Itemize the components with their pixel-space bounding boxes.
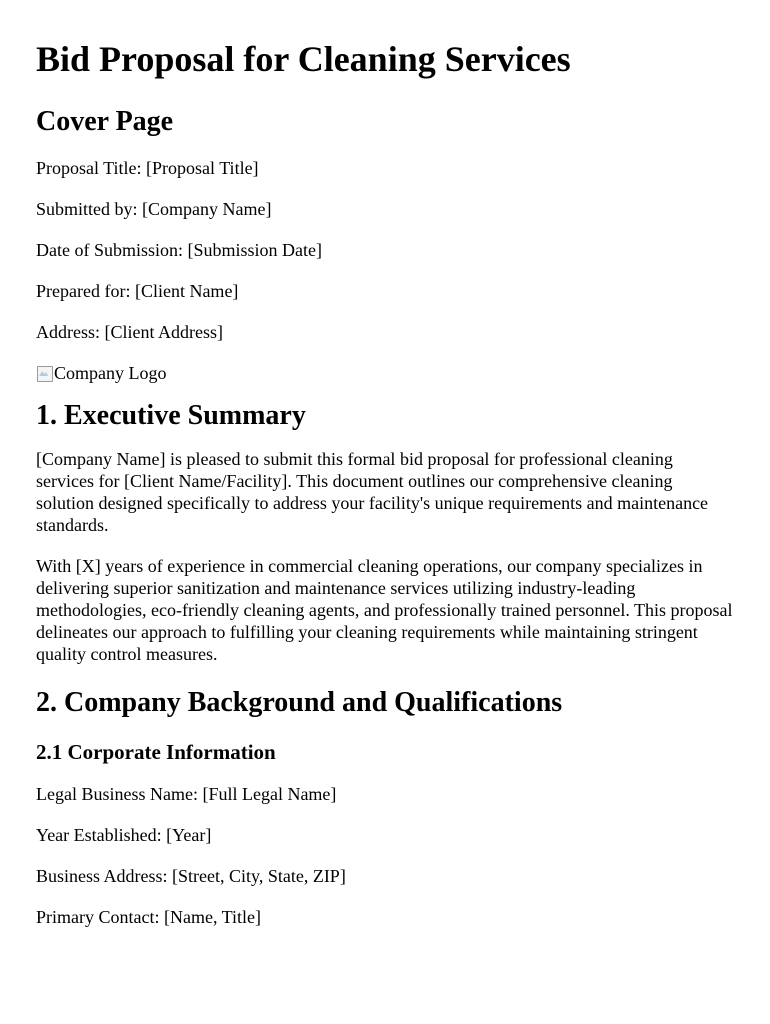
cover-page-heading: Cover Page <box>36 106 174 137</box>
executive-summary-paragraph-2: With [X] years of experience in commercial cleaning operations, our company specializes in delivering superior sanitization and maintenance services utilizing industry-leading methodologies, eco-friendly cleaning agents, and professionally trained personnel. This proposal delineates our approach to fulfilling your cleaning requirements while maintaining stringent quality control measures. <box>36 556 733 664</box>
submission-date-field: Date of Submission: [Submission Date] <box>36 240 322 260</box>
year-established-field: Year Established: [Year] <box>36 825 212 845</box>
company-logo <box>36 362 734 384</box>
company-background-heading: 2. Company Background and Qualifications <box>36 687 563 718</box>
broken-image-icon <box>36 364 54 382</box>
business-address-field: Business Address: [Street, City, State, ZIP] <box>36 866 346 886</box>
executive-summary-paragraph-1: [Company Name] is pleased to submit this formal bid proposal for professional cleaning services for [Client Name/Facility]. This document outlines our comprehensive cleaning solution designed specifically to address your facility's unique requirements and maintenance standards. <box>36 449 709 535</box>
executive-summary-heading: 1. Executive Summary <box>36 400 306 431</box>
legal-business-name-field: Legal Business Name: [Full Legal Name] <box>36 784 337 804</box>
corporate-information-heading: 2.1 Corporate Information <box>36 740 276 764</box>
company-logo-alt-text: Company Logo <box>54 363 167 383</box>
submitted-by-field: Submitted by: [Company Name] <box>36 199 272 219</box>
proposal-title-field: Proposal Title: [Proposal Title] <box>36 158 259 178</box>
prepared-for-field: Prepared for: [Client Name] <box>36 281 239 301</box>
primary-contact-field: Primary Contact: [Name, Title] <box>36 907 261 927</box>
document-title: Bid Proposal for Cleaning Services <box>36 39 571 79</box>
client-address-field: Address: [Client Address] <box>36 322 223 342</box>
